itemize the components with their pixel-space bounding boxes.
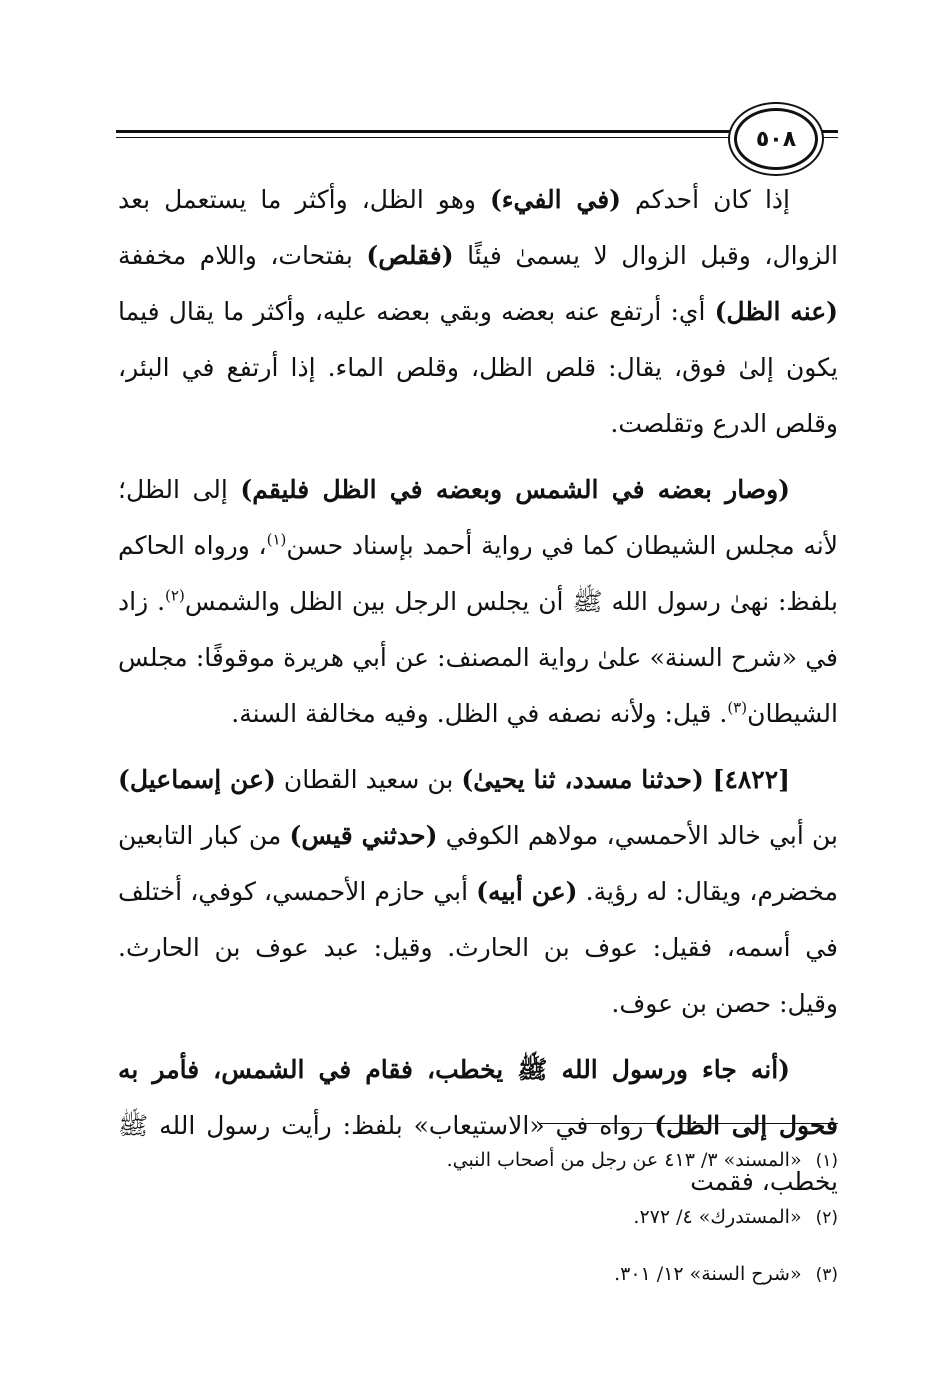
bold-term: (وصار بعضه في الشمس وبعضه في الظل فليقم) xyxy=(240,475,790,504)
footnote-number: (٣) xyxy=(815,1265,838,1285)
text-run: أبي حازم الأحمسي، كوفي، أختلف في أسمه، فقيل: عوف بن الحارث. وقيل: عبد عوف بن الحارث. وقيل: حصن بن عوف. xyxy=(118,877,838,1018)
bold-term: (عنه الظل) xyxy=(714,297,838,326)
text-run: . قيل: ولأنه نصفه في الظل. وفيه مخالفة السنة. xyxy=(231,699,728,728)
bold-term: (فقلص) xyxy=(366,241,454,270)
page-header xyxy=(116,108,838,168)
bold-term: (أنه جاء ورسول الله ﷺ يخطب، فقام في الشمس، فأمر به فحول إلى الظل) xyxy=(118,1055,839,1140)
text-run: بن أبي خالد الأحمسي، مولاهم الكوفي xyxy=(437,821,839,850)
page-number: ٥٠٨ xyxy=(755,126,797,152)
bold-term: (عن إسماعيل) xyxy=(118,765,276,794)
page-number-badge xyxy=(734,108,818,170)
text-run: إلى الظل؛ لأنه مجلس الشيطان كما في رواية أحمد بإسناد حسن xyxy=(118,475,838,560)
text-run: من كبار التابعين مخضرم، ويقال: له رؤية. xyxy=(118,821,838,906)
text-run: رواه في «الاستيعاب» بلفظ: رأيت رسول الله ﷺ يخطب، فقمت xyxy=(118,1111,838,1196)
text-run: بفتحات، واللام مخففة xyxy=(118,241,367,270)
text-run: بن سعيد القطان xyxy=(275,765,462,794)
text-run: وهو الظل، وأكثر ما يستعمل بعد الزوال، وقبل الزوال لا يسمىٰ فيئًا xyxy=(118,185,839,270)
text-run: . زاد في «شرح السنة» علىٰ رواية المصنف: عن أبي هريرة موقوفًا: مجلس الشيطان xyxy=(118,587,838,728)
footnote-1 xyxy=(238,1132,838,1189)
footnotes xyxy=(238,1132,838,1303)
footnote-number: (٢) xyxy=(815,1208,838,1228)
text-run: أي: أرتفع عنه بعضه وبقي بعضه عليه، وأكثر ما يقال فيما يكون إلىٰ فوق، يقال: قلص الظل، وقلص الماء. إذا أرتفع في البئر، وقلص الدرع وتقلصت. xyxy=(118,297,838,438)
main-text xyxy=(118,172,838,1220)
footnote-ref: (٣) xyxy=(727,698,748,717)
footnote-number: (١) xyxy=(815,1151,838,1171)
footnote-ref: (٢) xyxy=(165,586,185,605)
bold-term: (في الفيء) xyxy=(489,185,621,214)
footnote-text: «المستدرك» ٤/ ٢٧٢. xyxy=(633,1206,802,1228)
footnote-ref: (١) xyxy=(266,530,287,549)
footnote-3 xyxy=(238,1246,838,1303)
text-run: إذا كان أحدكم xyxy=(620,185,790,214)
bold-term: (حدثني قيس) xyxy=(289,821,438,850)
header-rule-thin xyxy=(116,137,838,138)
paragraph-1 xyxy=(118,172,838,452)
bold-term: (عن أبيه) xyxy=(476,877,578,906)
footnote-separator xyxy=(540,1123,838,1124)
footnote-text: «المسند» ٣/ ٤١٣ عن رجل من أصحاب النبي. xyxy=(446,1149,802,1171)
bold-term: [٤٨٢٢] (حدثنا مسدد، ثنا يحيىٰ) xyxy=(461,765,790,794)
paragraph-2 xyxy=(118,462,838,742)
footnote-2 xyxy=(238,1189,838,1246)
header-rule-thick xyxy=(116,130,838,133)
text-run: ، ورواه الحاكم بلفظ: نهىٰ رسول الله ﷺ أن يجلس الرجل بين الظل والشمس xyxy=(118,531,838,616)
footnote-text: «شرح السنة» ١٢/ ٣٠١. xyxy=(614,1263,802,1285)
paragraph-3 xyxy=(118,752,838,1032)
